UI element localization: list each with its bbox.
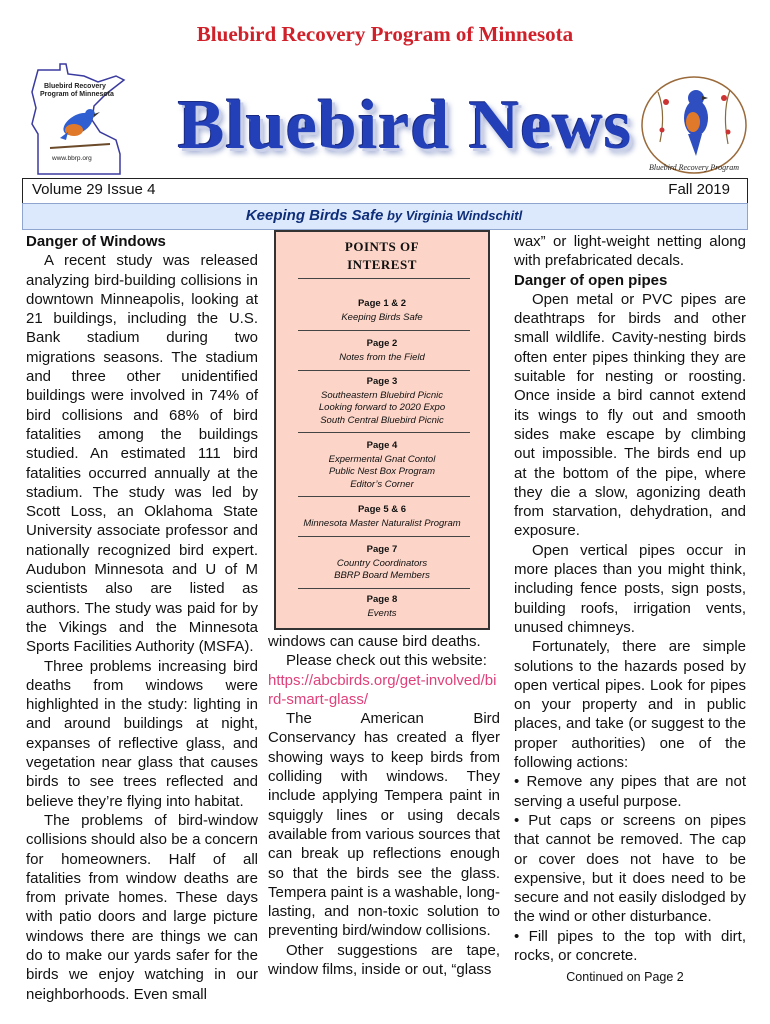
divider	[298, 432, 470, 433]
poi-item	[276, 594, 488, 620]
poi-line: Expermental Gnat Contol	[328, 453, 436, 465]
bullet-item: • Fill pipes to the top with dirt, rocks, or concrete.	[514, 927, 746, 964]
poi-line: South Central Bluebird Picnic	[320, 414, 444, 426]
poi-item	[276, 440, 488, 491]
poi-line: Looking forward to 2020 Expo	[318, 402, 446, 413]
paragraph: A recent study was released analyzing bird-building collisions in downtown Minneapolis, looking at 21 buildings, including the U.S. Bank stadium during two migrations seasons. The stadium and three other unidentified buildings were involved in 74% of bird collisions and 68% of bird fatalities among the buildings studied. An estimated 111 bird fatalities occurred annually at the stadium. The study was led by Scott Loss, an Oklahoma State University associate professor and nationally recognized bird expert. Audubon Minnesota and U of M scientists also are listed as authors. The study was paid for by the Vikings and the Minnesota Sports Facilities Authority (MSFA).	[26, 252, 258, 656]
bluebird-badge-icon	[636, 72, 752, 178]
poi-line: Public Nest Box Program	[328, 466, 436, 477]
poi-item	[276, 504, 488, 530]
continued-note: Continued on Page 2	[566, 970, 684, 984]
website-link[interactable]: https://abcbirds.org/get-involved/bird-smart-glass/	[268, 671, 497, 708]
poi-line: Keeping Birds Safe	[341, 311, 423, 323]
poi-line: Editor’s Corner	[350, 478, 414, 490]
bullet-item: • Put caps or screens on pipes that cannot be removed. The cap or cover does not have to be expensive, but it does need to be secure and not easily dislodged by the wind or other disturbance.	[514, 811, 746, 926]
paragraph: Fortunately, there are simple solutions to the hazards posed by open vertical pipes. Look for pipes on your property and in public places, and take (or suggest to the proper authorities) one of the following actions:	[514, 638, 746, 772]
poi-page: Page 7	[366, 544, 398, 555]
organization-title: Bluebird Recovery Program of Minnesota	[196, 22, 574, 46]
poi-page: Page 2	[366, 338, 398, 349]
poi-page: Page 5 & 6	[357, 504, 407, 515]
divider	[298, 330, 470, 331]
divider	[298, 370, 470, 371]
logo-line2: Program of Minnesota	[40, 91, 114, 98]
paragraph: Open metal or PVC pipes are deathtraps for birds and other small wildlife. Cavity-nesting birds often enter pipes thinking they are suitable for nesting or roosting. Once inside a bird cannot extend its wings to fly out and smooth sides make escape by climbing out impossible. The birds end up at the bottom of the pipe, where they die a slow, agonizing death from starvation, dehydration, and exposure.	[514, 290, 746, 540]
poi-item	[276, 298, 488, 324]
paragraph: The problems of bird-window collisions should also be a concern for homeowners. Half of all fatalities from window deaths are from private homes. These days with patio doors and large picture windows there are things we can do to make our yards safer for the birds we enjoy watching in our neighborhoods. Even small	[26, 811, 258, 1003]
bullet-item: • Remove any pipes that are not serving a useful purpose.	[514, 773, 746, 810]
poi-line: Notes from the Field	[339, 351, 425, 363]
poi-heading	[276, 238, 488, 274]
feature-heading	[22, 207, 746, 224]
poi-item	[276, 376, 488, 427]
issue-season: Fall 2019	[668, 181, 730, 198]
paragraph: The American Bird Conservancy has created a flyer showing ways to keep birds from colliding with windows. They include applying Tempera paint in squiggly lines or using decals available from various sources that can break up reflections enough so that the birds see the glass. Tempera paint is a washable, long-lasting, and non-toxic solution to preventing bird/window collisions.	[268, 710, 500, 940]
poi-line: Southeastern Bluebird Picnic	[321, 389, 443, 401]
divider	[298, 278, 470, 279]
paragraph: Three problems increasing bird deaths from windows were highlighted in the study: lighting in and around buildings at night, expanses of reflective glass, and vegetation near glass that causes birds to see trees reflected and believe they’re flying into habitat.	[26, 657, 258, 810]
poi-line: Minnesota Master Naturalist Program	[303, 517, 461, 529]
poi-page: Page 4	[366, 440, 398, 451]
feature-byline: by Virginia Windschitl	[386, 208, 523, 223]
paragraph: wax” or light-weight netting along with prefabricated decals.	[514, 233, 746, 270]
column-2	[268, 632, 500, 979]
paragraph: Other suggestions are tape, window films, inside or out, “glass	[268, 941, 500, 979]
poi-line: BBRP Board Members	[334, 570, 430, 581]
minnesota-logo	[20, 62, 170, 180]
column-3	[514, 232, 746, 965]
poi-heading-line1: POINTS OF	[344, 239, 420, 254]
poi-page: Page 3	[366, 376, 398, 387]
poi-item	[276, 544, 488, 583]
poi-line: Events	[367, 607, 397, 619]
poi-page: Page 1 & 2	[357, 298, 407, 309]
masthead-title: Bluebird News	[177, 87, 633, 164]
points-of-interest-box	[274, 230, 490, 630]
poi-item	[276, 338, 488, 364]
poi-page: Page 8	[366, 594, 398, 605]
divider	[298, 536, 470, 537]
feature-title: Keeping Birds Safe	[245, 207, 384, 224]
paragraph: Open vertical pipes occur in more places than you might think, including fence posts, sign posts, building roofs, irrigation vents, unused chimneys.	[514, 541, 746, 636]
divider	[298, 588, 470, 589]
poi-line: Country Coordinators	[336, 557, 428, 569]
section-heading-windows: Danger of Windows	[26, 233, 166, 250]
poi-heading-line2: INTEREST	[347, 257, 417, 272]
badge-text: Bluebird Recovery Program	[648, 163, 740, 172]
paragraph: windows can cause bird deaths.	[268, 633, 481, 650]
divider	[298, 496, 470, 497]
logo-url: www.bbrp.org	[52, 155, 92, 162]
section-heading-pipes: Danger of open pipes	[514, 271, 668, 289]
column-1	[26, 232, 258, 1004]
volume-issue: Volume 29 Issue 4	[32, 181, 156, 198]
logo-line1: Bluebird Recovery	[44, 83, 106, 90]
paragraph: Please check out this website:	[286, 652, 487, 670]
